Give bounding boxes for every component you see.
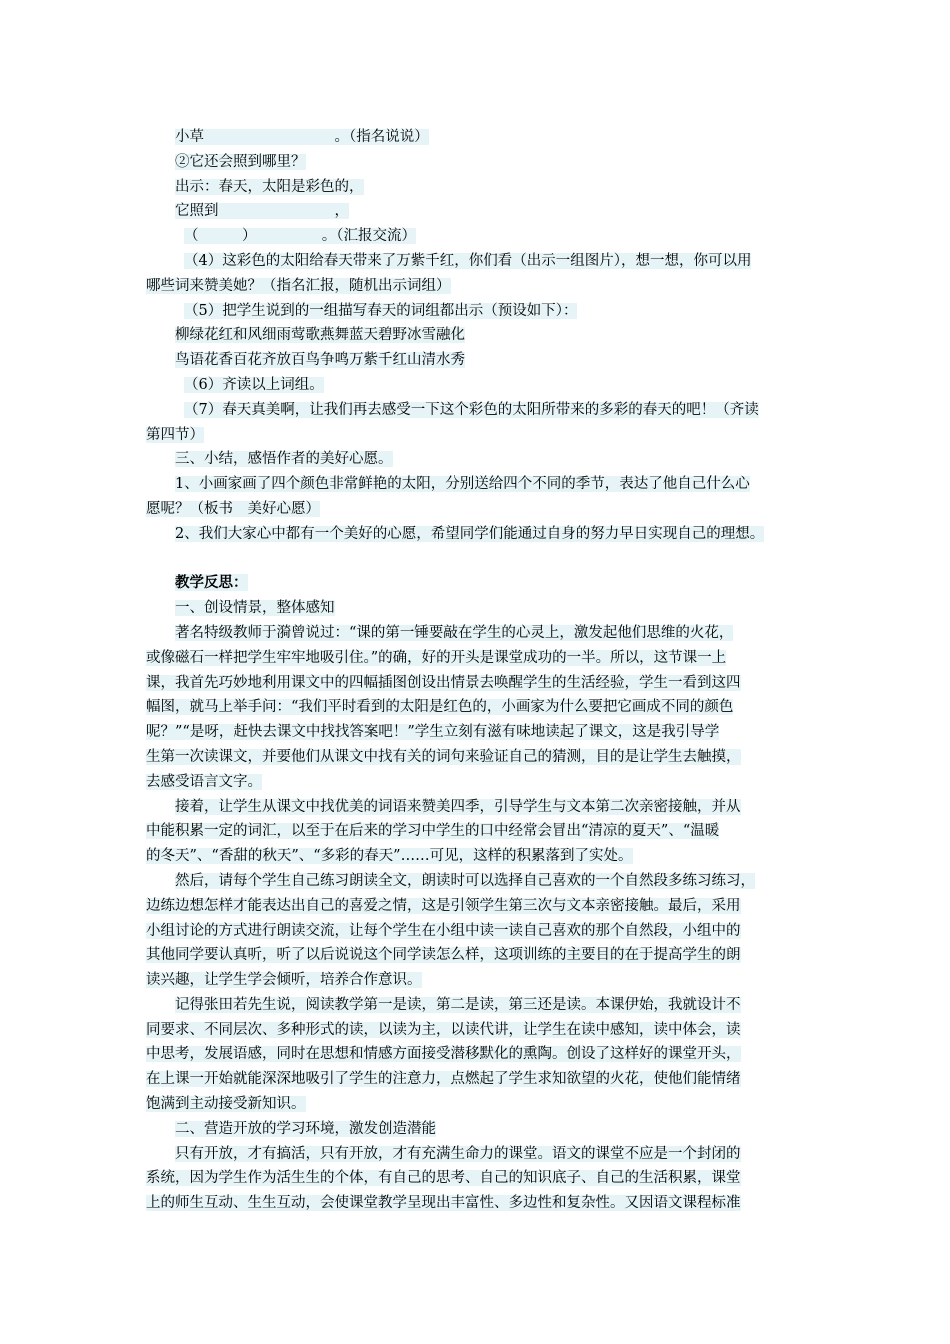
section-heading: 二、营造开放的学习环境，激发创造潜能 (175, 1120, 436, 1137)
text-line: （6）齐读以上词组。 (184, 376, 324, 393)
text-line: 饱满到主动接受新知识。 (146, 1096, 306, 1113)
text-line: 然后，请每个学生自己练习朗读全文，朗读时可以选择自己喜欢的一个自然段多练习练习， (175, 872, 755, 889)
text-line: ②它还会照到哪里？ (175, 153, 306, 170)
text-line: 2、我们大家心中都有一个美好的心愿，希望同学们能通过自身的努力早日实现自己的理想。 (175, 525, 765, 542)
text-line: 接着，让学生从课文中找优美的词语来赞美四季，引导学生与文本第二次亲密接触，并从 (175, 798, 741, 815)
text-line: 幅图，就马上举手问：“我们平时看到的太阳是红色的，小画家为什么要把它画成不同的颜色 (146, 699, 734, 716)
text-line: 三、小结，感悟作者的美好心愿。 (175, 451, 393, 468)
text-line: 1、小画家画了四个颜色非常鲜艳的太阳，分别送给四个不同的季节，表达了他自己什么心 (175, 476, 750, 493)
text-line: 记得张田若先生说，阅读教学第一是读，第二是读，第三还是读。本课伊始，我就设计不 (175, 996, 741, 1013)
text-line: 在上课一开始就能深深地吸引了学生的注意力，点燃起了学生求知欲望的火花，使他们能情绪 (146, 1071, 741, 1088)
text-line: 系统，因为学生作为活生生的个体，有自己的思考、自己的知识底子、自己的生活积累，课堂 (146, 1170, 741, 1187)
text-line: 中思考，发展语感，同时在思想和情感方面接受潜移默化的熏陶。创设了这样好的课堂开头， (146, 1046, 741, 1063)
section-heading: 一、创设情景，整体感知 (175, 600, 335, 617)
text-line: 愿呢？（板书 美好心愿） (146, 500, 320, 517)
text-line: 读兴趣，让学生学会倾听，培养合作意识。 (146, 972, 422, 989)
text-line: 其他同学要认真听，听了以后说说这个同学读怎么样，这项训练的主要目的在于提高学生的朗 (146, 947, 741, 964)
text-line: 同要求、不同层次、多种形式的读，以读为主，以读代讲，让学生在读中感知，读中体会，读 (146, 1021, 741, 1038)
text-line: 它照到 ， (175, 203, 349, 220)
text-line: （7）春天真美啊，让我们再去感受一下这个彩色的太阳所带来的多彩的春天的吧！（齐读 (184, 401, 759, 418)
text-line: 鸟语花香百花齐放百鸟争鸣万紫千红山清水秀 (175, 352, 465, 369)
text-line: 出示：春天，太阳是彩色的， (175, 178, 364, 195)
blank-line (146, 547, 816, 572)
text-line: 哪些词来赞美她？（指名汇报，随机出示词组） (146, 277, 451, 294)
text-line: 第四节） (146, 426, 204, 443)
text-line: 小草 。（指名说说） (175, 129, 429, 145)
text-line: （5）把学生说到的一组描写春天的词组都出示（预设如下）： (184, 302, 578, 319)
text-line: 著名特级教师于漪曾说过：“课的第一锤要敲在学生的心灵上，激发起他们思维的火花， (175, 624, 734, 641)
text-line: 小组讨论的方式进行朗读交流，让每个学生在小组中读一读自己喜欢的那个自然段，小组中的 (146, 922, 741, 939)
text-line: 去感受语言文字。 (146, 773, 262, 790)
text-line: 边练边想怎样才能表达出自己的喜爱之情，这是引领学生第三次与文本亲密接触。最后，采用 (146, 897, 741, 914)
text-line: 的冬天”、“香甜的秋天”、“多彩的春天”……可见，这样的积累落到了实处。 (146, 848, 633, 865)
text-line: 只有开放，才有搞活，只有开放，才有充满生命力的课堂。语文的课堂不应是一个封闭的 (175, 1145, 741, 1162)
reflection-heading: 教学反思： (175, 574, 248, 592)
text-line: 呢？”“是呀，赶快去课文中找找答案吧！”学生立刻有滋有味地读起了课文，这是我引导学 (146, 724, 720, 741)
text-line: 课，我首先巧妙地利用课文中的四幅插图创设出情景去唤醒学生的生活经验，学生一看到这四 (146, 674, 741, 691)
text-line: （4）这彩色的太阳给春天带来了万紫千红，你们看（出示一组图片），想一想，你可以用 (184, 252, 752, 269)
text-line: 柳绿花红和风细雨莺歌燕舞蓝天碧野冰雪融化 (175, 327, 465, 344)
text-line: 中能积累一定的词汇，以至于在后来的学习中学生的口中经常会冒出“清凉的夏天”、“温暖 (146, 823, 720, 840)
text-line: 生第一次读课文，并要他们从课文中找有关的词句来验证自己的猜测，目的是让学生去触摸， (146, 748, 741, 765)
text-line: 或像磁石一样把学生牢牢地吸引住。”的确，好的开头是课堂成功的一半。所以，这节课一上 (146, 649, 727, 666)
text-line: （ ） 。（汇报交流） (184, 228, 416, 245)
text-line: 上的师生互动、生生互动，会使课堂教学呈现出丰富性、多边性和复杂性。又因语文课程标准 (146, 1195, 741, 1212)
document-body (146, 125, 816, 1216)
